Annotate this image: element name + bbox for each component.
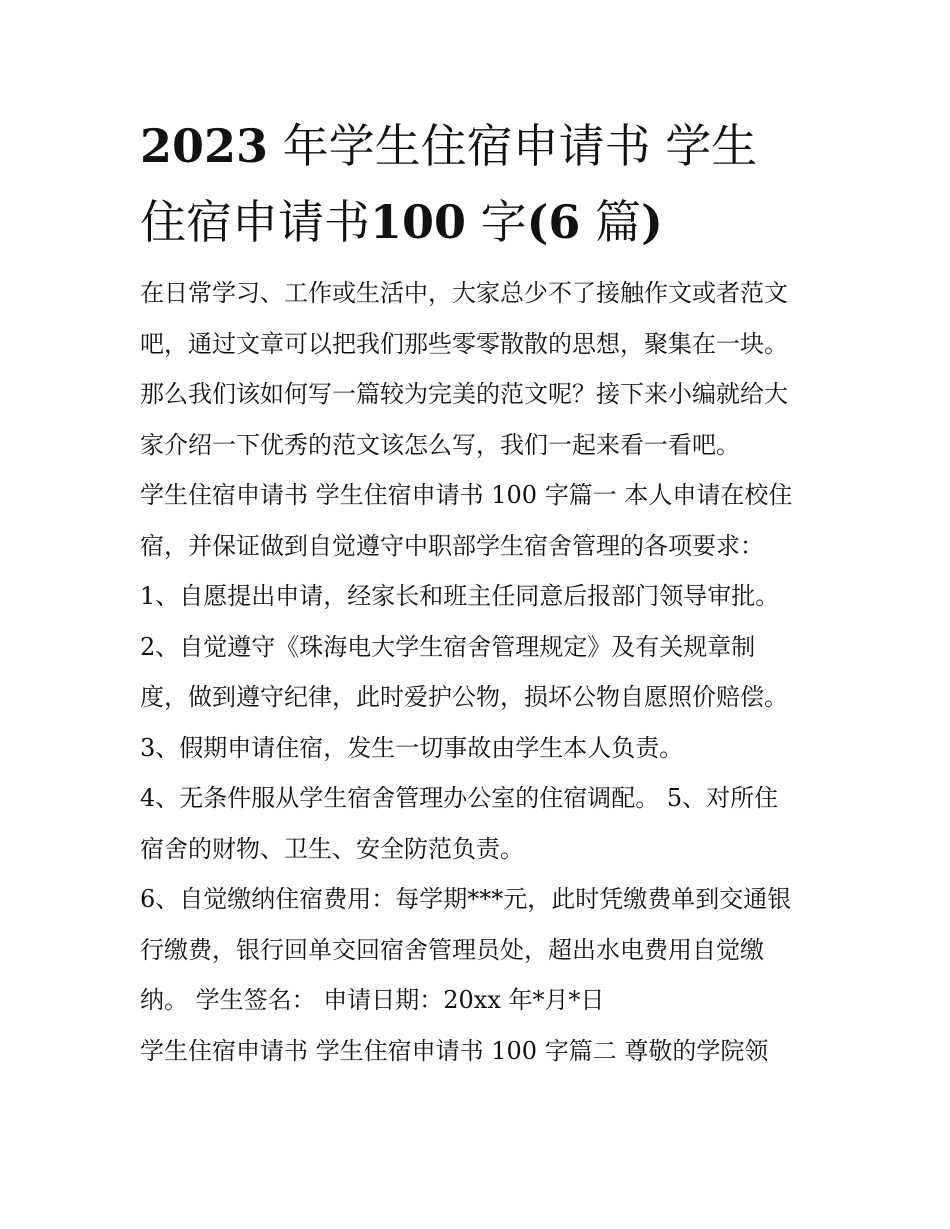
body-line: 6、自觉缴纳住宿费用：每学期***元，此时凭缴费单到交通银 bbox=[140, 885, 792, 913]
body-line: 宿，并保证做到自觉遵守中职部学生宿舍管理的各项要求： bbox=[140, 531, 764, 560]
body-line: 纳。 学生签名： 申请日期：20xx 年*月*日 bbox=[140, 986, 605, 1014]
body-line: 吧，通过文章可以把我们那些零零散散的思想，聚集在一块。 bbox=[140, 329, 788, 358]
title-segment: 住宿申请书 bbox=[140, 195, 370, 249]
body-line: 那么我们该如何写一篇较为完美的范文呢？接下来小编就给大 bbox=[140, 380, 788, 408]
body-line: 行缴费，银行回单交回宿舍管理员处，超出水电费用自觉缴 bbox=[140, 935, 764, 964]
document-body bbox=[140, 268, 830, 1076]
body-line: 4、无条件服从学生宿舍管理办公室的住宿调配。 5、对所住 bbox=[140, 784, 779, 812]
title-segment: 2023 bbox=[140, 119, 269, 173]
title-segment: 篇 bbox=[580, 195, 642, 249]
body-line: 3、假期申请住宿，发生一切事故由学生本人负责。 bbox=[140, 733, 684, 762]
title-line-1 bbox=[140, 108, 830, 184]
title-segment: (6 bbox=[526, 195, 581, 249]
body-line: 学生住宿申请书 学生住宿申请书 100 字篇一 本人申请在校住 bbox=[140, 481, 793, 509]
document-page bbox=[140, 108, 830, 1076]
body-line: 2、自觉遵守《珠海电大学生宿舍管理规定》及有关规章制 bbox=[140, 632, 756, 661]
title-segment: ) bbox=[641, 195, 663, 249]
title-segment: 字 bbox=[466, 195, 527, 249]
body-line: 度，做到遵守纪律，此时爱护公物，损坏公物自愿照价赔偿。 bbox=[140, 683, 788, 711]
title-segment: 100 bbox=[370, 195, 467, 249]
title-segment: 年学生住宿申请书 学生 bbox=[268, 119, 758, 173]
body-line: 在日常学习、工作或生活中，大家总少不了接触作文或者范文 bbox=[140, 279, 788, 307]
body-line: 宿舍的财物、卫生、安全防范负责。 bbox=[140, 834, 524, 863]
body-line: 1、自愿提出申请，经家长和班主任同意后报部门领导审批。 bbox=[140, 582, 780, 610]
document-title bbox=[140, 108, 830, 260]
body-line: 家介绍一下优秀的范文该怎么写，我们一起来看一看吧。 bbox=[140, 430, 740, 459]
body-line: 学生住宿申请书 学生住宿申请书 100 字篇二 尊敬的学院领 bbox=[140, 1036, 769, 1065]
title-line-2 bbox=[140, 184, 830, 260]
